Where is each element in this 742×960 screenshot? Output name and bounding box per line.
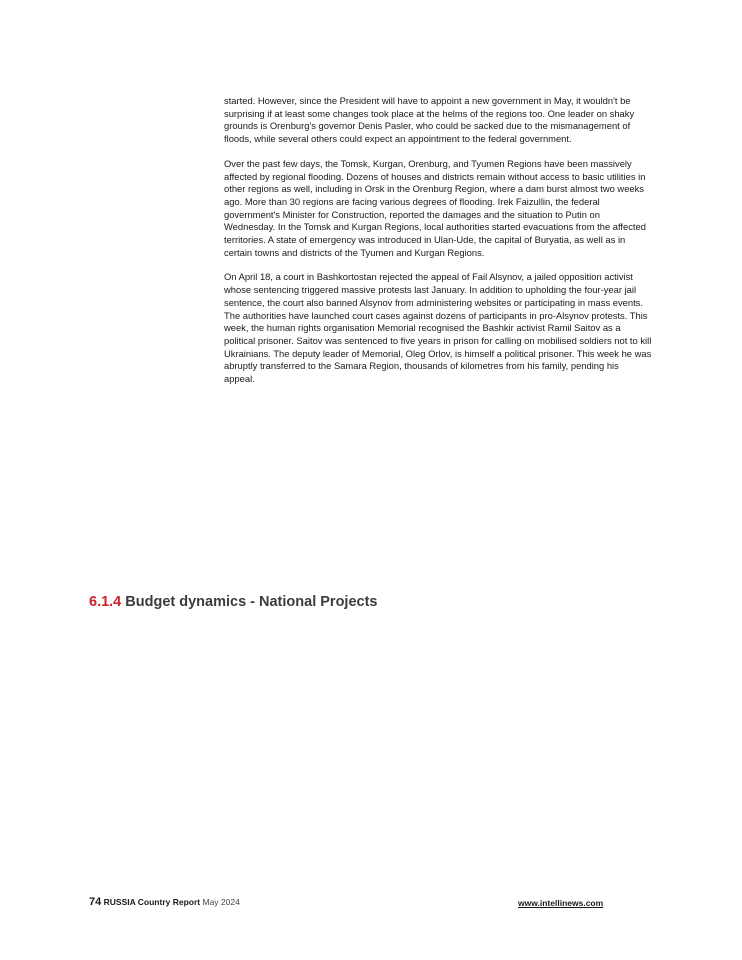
website-link[interactable]: www.intellinews.com — [518, 898, 604, 908]
page-footer — [89, 896, 240, 908]
paragraph-alsynov-appeal: On April 18, a court in Bashkortostan rejected the appeal of Fail Alsynov, a jailed opposition activist whose sentencing triggered massive protests last January. In addition to upholding the four-year jail sentence, the court also banned Alsynov from administering websites or participating in mass events. The authorities have launched court cases against dozens of participants in pro-Alsynov protests. This week, the human rights organisation Memorial recognised the Bashkir activist Ramil Saitov as a political prisoner. Saitov was sentenced to five years in prison for calling on mobilised soldiers not to kill Ukrainians. The deputy leader of Memorial, Oleg Orlov, is himself a political prisoner. This week he was abruptly transferred to the Samara Region, thousands of kilometres from his family, pending his appeal. — [224, 271, 652, 385]
section-title: Budget dynamics - National Projects — [125, 594, 378, 610]
paragraph-leadership-changes: started. However, since the President will have to appoint a new government in May, it wouldn't be surprising if at least some changes took place at the helms of the regions too. One leader on shaky grounds is Orenburg's governor Denis Pasler, who could be sacked due to the mismanagement of floods, while several others could expect an appointment to the federal government. — [224, 95, 635, 145]
publication-date: May 2024 — [202, 897, 240, 907]
paragraph-regional-flooding: Over the past few days, the Tomsk, Kurgan, Orenburg, and Tyumen Regions have been massively affected by regional flooding. Dozens of houses and districts remain without access to basic utilities in other regions as well, including in Orsk in the Orenburg Region, where a dam burst almost two weeks ago. More than 30 regions are facing various degrees of flooding. Irek Faizullin, the federal government's Minister for Construction, reported the damages and the situation to Putin on Wednesday. In the Tomsk and Kurgan Regions, local authorities started evacuations from the affected territories. A state of emergency was introduced in Ulan-Ude, the capital of Buryatia, as well as in certain towns and districts of the Tyumen and Kurgan Regions. — [224, 157, 646, 258]
section-heading — [89, 594, 377, 610]
publication-name: RUSSIA Country Report — [103, 897, 201, 907]
page-number: 74 — [89, 896, 102, 908]
section-number: 6.1.4 — [89, 594, 122, 610]
body-text — [224, 95, 652, 398]
